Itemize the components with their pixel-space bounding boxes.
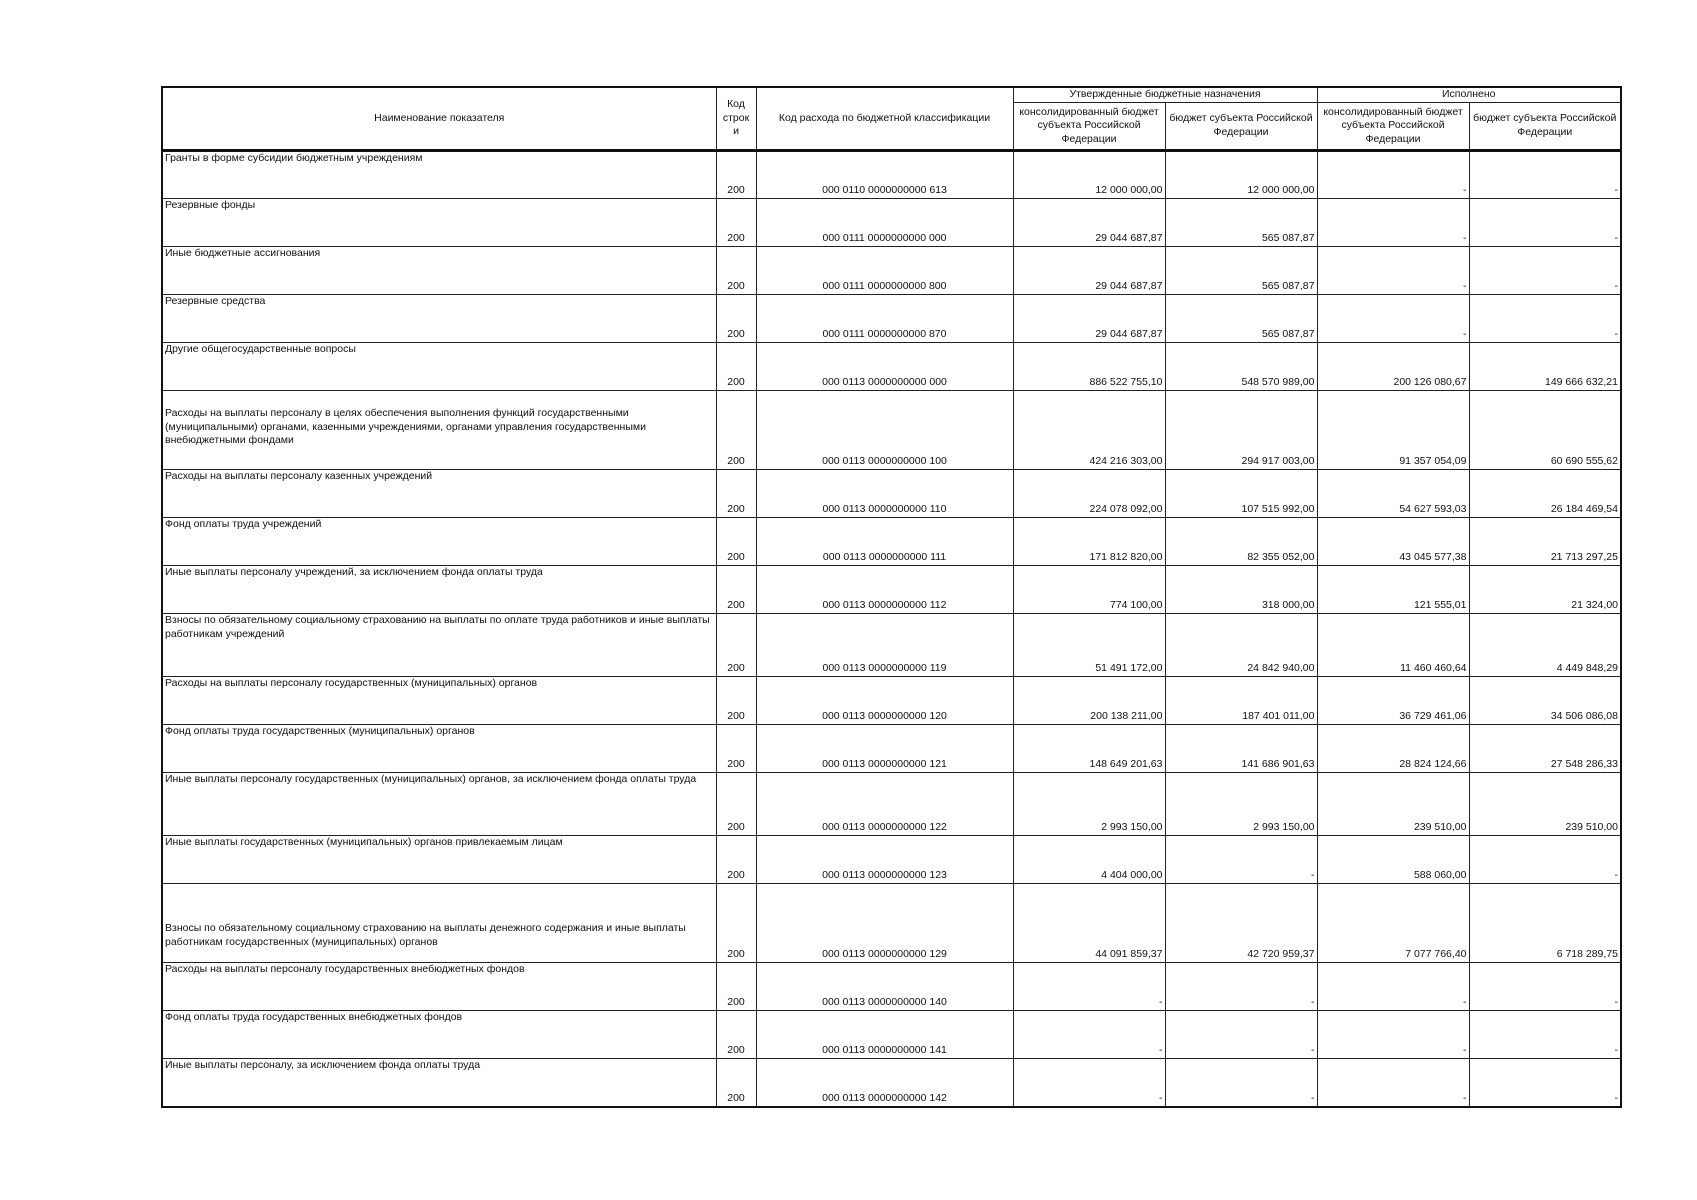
row-code: 200 <box>716 151 756 199</box>
row-kbk: 000 0113 0000000000 120 <box>756 677 1013 725</box>
row-kbk: 000 0111 0000000000 800 <box>756 247 1013 295</box>
row-executed-subject: - <box>1469 295 1621 343</box>
table-row <box>162 343 1621 391</box>
row-code: 200 <box>716 677 756 725</box>
header-executed-group: Исполнено <box>1317 87 1621 103</box>
row-code: 200 <box>716 614 756 677</box>
row-executed-consolidated: 91 357 054,09 <box>1317 391 1469 470</box>
row-name: Расходы на выплаты персоналу государственных (муниципальных) органов <box>162 677 716 725</box>
row-executed-consolidated: 121 555,01 <box>1317 566 1469 614</box>
row-executed-subject: 21 324,00 <box>1469 566 1621 614</box>
row-code: 200 <box>716 1059 756 1107</box>
row-approved-consolidated: - <box>1013 963 1165 1011</box>
row-executed-consolidated: - <box>1317 963 1469 1011</box>
row-approved-consolidated: 171 812 820,00 <box>1013 518 1165 566</box>
row-approved-consolidated: 51 491 172,00 <box>1013 614 1165 677</box>
row-approved-subject: 12 000 000,00 <box>1165 151 1317 199</box>
row-executed-consolidated: 7 077 766,40 <box>1317 884 1469 963</box>
row-approved-subject: 141 686 901,63 <box>1165 725 1317 773</box>
row-approved-consolidated: 4 404 000,00 <box>1013 836 1165 884</box>
table-row <box>162 151 1621 199</box>
row-kbk: 000 0113 0000000000 000 <box>756 343 1013 391</box>
row-code: 200 <box>716 391 756 470</box>
row-kbk: 000 0113 0000000000 100 <box>756 391 1013 470</box>
row-kbk: 000 0110 0000000000 613 <box>756 151 1013 199</box>
row-approved-subject: 565 087,87 <box>1165 295 1317 343</box>
row-executed-consolidated: - <box>1317 1011 1469 1059</box>
row-code: 200 <box>716 470 756 518</box>
row-code: 200 <box>716 247 756 295</box>
row-kbk: 000 0113 0000000000 121 <box>756 725 1013 773</box>
row-executed-subject: - <box>1469 199 1621 247</box>
table-row <box>162 199 1621 247</box>
row-name: Иные выплаты персоналу государственных (муниципальных) органов, за исключением фонда оплаты труда <box>162 773 716 836</box>
row-kbk: 000 0113 0000000000 142 <box>756 1059 1013 1107</box>
row-executed-consolidated: - <box>1317 199 1469 247</box>
row-executed-consolidated: 54 627 593,03 <box>1317 470 1469 518</box>
row-code: 200 <box>716 518 756 566</box>
budget-report-table <box>161 86 1622 1108</box>
header-approved-group: Утвержденные бюджетные назначения <box>1013 87 1317 103</box>
table-row <box>162 247 1621 295</box>
header-approved-subject: бюджет субъекта Российской Федерации <box>1165 103 1317 151</box>
row-approved-subject: - <box>1165 836 1317 884</box>
row-approved-consolidated: 424 216 303,00 <box>1013 391 1165 470</box>
row-approved-subject: 318 000,00 <box>1165 566 1317 614</box>
table-row <box>162 963 1621 1011</box>
row-kbk: 000 0113 0000000000 122 <box>756 773 1013 836</box>
table-row <box>162 884 1621 963</box>
table-row <box>162 725 1621 773</box>
row-name: Иные выплаты государственных (муниципальных) органов привлекаемым лицам <box>162 836 716 884</box>
row-approved-consolidated: 29 044 687,87 <box>1013 199 1165 247</box>
row-kbk: 000 0113 0000000000 141 <box>756 1011 1013 1059</box>
row-approved-consolidated: 44 091 859,37 <box>1013 884 1165 963</box>
row-name: Фонд оплаты труда учреждений <box>162 518 716 566</box>
row-executed-subject: - <box>1469 836 1621 884</box>
table-row <box>162 677 1621 725</box>
row-executed-consolidated: 588 060,00 <box>1317 836 1469 884</box>
row-approved-subject: 42 720 959,37 <box>1165 884 1317 963</box>
row-executed-subject: - <box>1469 247 1621 295</box>
row-code: 200 <box>716 836 756 884</box>
row-approved-subject: - <box>1165 1011 1317 1059</box>
row-name: Иные бюджетные ассигнования <box>162 247 716 295</box>
row-kbk: 000 0111 0000000000 000 <box>756 199 1013 247</box>
row-name: Иные выплаты персоналу учреждений, за исключением фонда оплаты труда <box>162 566 716 614</box>
row-kbk: 000 0113 0000000000 111 <box>756 518 1013 566</box>
row-approved-consolidated: - <box>1013 1059 1165 1107</box>
row-executed-consolidated: - <box>1317 247 1469 295</box>
row-approved-subject: 565 087,87 <box>1165 199 1317 247</box>
row-executed-subject: 60 690 555,62 <box>1469 391 1621 470</box>
row-executed-consolidated: 28 824 124,66 <box>1317 725 1469 773</box>
row-executed-subject: - <box>1469 1011 1621 1059</box>
header-name-column: Наименование показателя <box>162 87 716 151</box>
row-approved-subject: 82 355 052,00 <box>1165 518 1317 566</box>
row-approved-subject: - <box>1165 963 1317 1011</box>
row-kbk: 000 0113 0000000000 129 <box>756 884 1013 963</box>
row-approved-consolidated: - <box>1013 1011 1165 1059</box>
row-approved-subject: 2 993 150,00 <box>1165 773 1317 836</box>
row-code: 200 <box>716 963 756 1011</box>
row-kbk: 000 0111 0000000000 870 <box>756 295 1013 343</box>
header-code-column: Код строк и <box>716 87 756 151</box>
row-approved-consolidated: 2 993 150,00 <box>1013 773 1165 836</box>
row-code: 200 <box>716 295 756 343</box>
row-approved-subject: 107 515 992,00 <box>1165 470 1317 518</box>
row-executed-consolidated: 239 510,00 <box>1317 773 1469 836</box>
row-executed-subject: 239 510,00 <box>1469 773 1621 836</box>
row-approved-subject: 187 401 011,00 <box>1165 677 1317 725</box>
row-code: 200 <box>716 343 756 391</box>
row-code: 200 <box>716 199 756 247</box>
row-name: Взносы по обязательному социальному страхованию на выплаты по оплате труда работников и иные выплаты работникам учреждений <box>162 614 716 677</box>
row-name: Фонд оплаты труда государственных внебюджетных фондов <box>162 1011 716 1059</box>
row-executed-consolidated: - <box>1317 151 1469 199</box>
row-executed-subject: 34 506 086,08 <box>1469 677 1621 725</box>
row-executed-subject: 6 718 289,75 <box>1469 884 1621 963</box>
row-name: Расходы на выплаты персоналу казенных учреждений <box>162 470 716 518</box>
row-executed-subject: 26 184 469,54 <box>1469 470 1621 518</box>
row-executed-consolidated: 36 729 461,06 <box>1317 677 1469 725</box>
row-approved-subject: 294 917 003,00 <box>1165 391 1317 470</box>
row-executed-subject: 21 713 297,25 <box>1469 518 1621 566</box>
row-kbk: 000 0113 0000000000 112 <box>756 566 1013 614</box>
header-executed-consolidated: консолидированный бюджет субъекта Российской Федерации <box>1317 103 1469 151</box>
table-row <box>162 614 1621 677</box>
row-code: 200 <box>716 773 756 836</box>
row-name: Расходы на выплаты персоналу в целях обеспечения выполнения функций государственными (муниципальными) органами, казенными учреждениями, органами управления государственными внебюджетными фондами <box>162 391 716 470</box>
row-name: Взносы по обязательному социальному страхованию на выплаты денежного содержания и иные выплаты работникам государственных (муниципальных) органов <box>162 884 716 963</box>
row-kbk: 000 0113 0000000000 119 <box>756 614 1013 677</box>
table-row <box>162 773 1621 836</box>
row-approved-subject: - <box>1165 1059 1317 1107</box>
header-approved-consolidated: консолидированный бюджет субъекта Российской Федерации <box>1013 103 1165 151</box>
row-approved-subject: 565 087,87 <box>1165 247 1317 295</box>
row-code: 200 <box>716 1011 756 1059</box>
row-approved-consolidated: 29 044 687,87 <box>1013 247 1165 295</box>
row-executed-consolidated: 200 126 080,67 <box>1317 343 1469 391</box>
table-row <box>162 1059 1621 1107</box>
row-approved-consolidated: 12 000 000,00 <box>1013 151 1165 199</box>
row-code: 200 <box>716 725 756 773</box>
row-kbk: 000 0113 0000000000 110 <box>756 470 1013 518</box>
table-row <box>162 518 1621 566</box>
table-row <box>162 836 1621 884</box>
row-name: Гранты в форме субсидии бюджетным учреждениям <box>162 151 716 199</box>
row-approved-consolidated: 886 522 755,10 <box>1013 343 1165 391</box>
row-name: Резервные средства <box>162 295 716 343</box>
row-approved-consolidated: 29 044 687,87 <box>1013 295 1165 343</box>
row-name: Иные выплаты персоналу, за исключением фонда оплаты труда <box>162 1059 716 1107</box>
row-approved-consolidated: 224 078 092,00 <box>1013 470 1165 518</box>
row-approved-subject: 548 570 989,00 <box>1165 343 1317 391</box>
row-executed-consolidated: 43 045 577,38 <box>1317 518 1469 566</box>
row-approved-consolidated: 774 100,00 <box>1013 566 1165 614</box>
row-executed-consolidated: - <box>1317 295 1469 343</box>
row-executed-subject: - <box>1469 151 1621 199</box>
row-executed-subject: - <box>1469 1059 1621 1107</box>
row-name: Расходы на выплаты персоналу государственных внебюджетных фондов <box>162 963 716 1011</box>
header-kbk-column: Код расхода по бюджетной классификации <box>756 87 1013 151</box>
row-executed-subject: 4 449 848,29 <box>1469 614 1621 677</box>
row-code: 200 <box>716 884 756 963</box>
table-header <box>162 87 1621 151</box>
table-row <box>162 391 1621 470</box>
header-executed-subject: бюджет субъекта Российской Федерации <box>1469 103 1621 151</box>
table-body <box>162 151 1621 1107</box>
row-approved-subject: 24 842 940,00 <box>1165 614 1317 677</box>
table-row <box>162 566 1621 614</box>
row-executed-subject: - <box>1469 963 1621 1011</box>
row-approved-consolidated: 200 138 211,00 <box>1013 677 1165 725</box>
table-row <box>162 295 1621 343</box>
row-name: Резервные фонды <box>162 199 716 247</box>
row-kbk: 000 0113 0000000000 123 <box>756 836 1013 884</box>
row-kbk: 000 0113 0000000000 140 <box>756 963 1013 1011</box>
row-executed-subject: 27 548 286,33 <box>1469 725 1621 773</box>
row-approved-consolidated: 148 649 201,63 <box>1013 725 1165 773</box>
row-name: Фонд оплаты труда государственных (муниципальных) органов <box>162 725 716 773</box>
row-code: 200 <box>716 566 756 614</box>
row-name: Другие общегосударственные вопросы <box>162 343 716 391</box>
row-executed-consolidated: - <box>1317 1059 1469 1107</box>
row-executed-consolidated: 11 460 460,64 <box>1317 614 1469 677</box>
table-row <box>162 470 1621 518</box>
row-executed-subject: 149 666 632,21 <box>1469 343 1621 391</box>
table-row <box>162 1011 1621 1059</box>
